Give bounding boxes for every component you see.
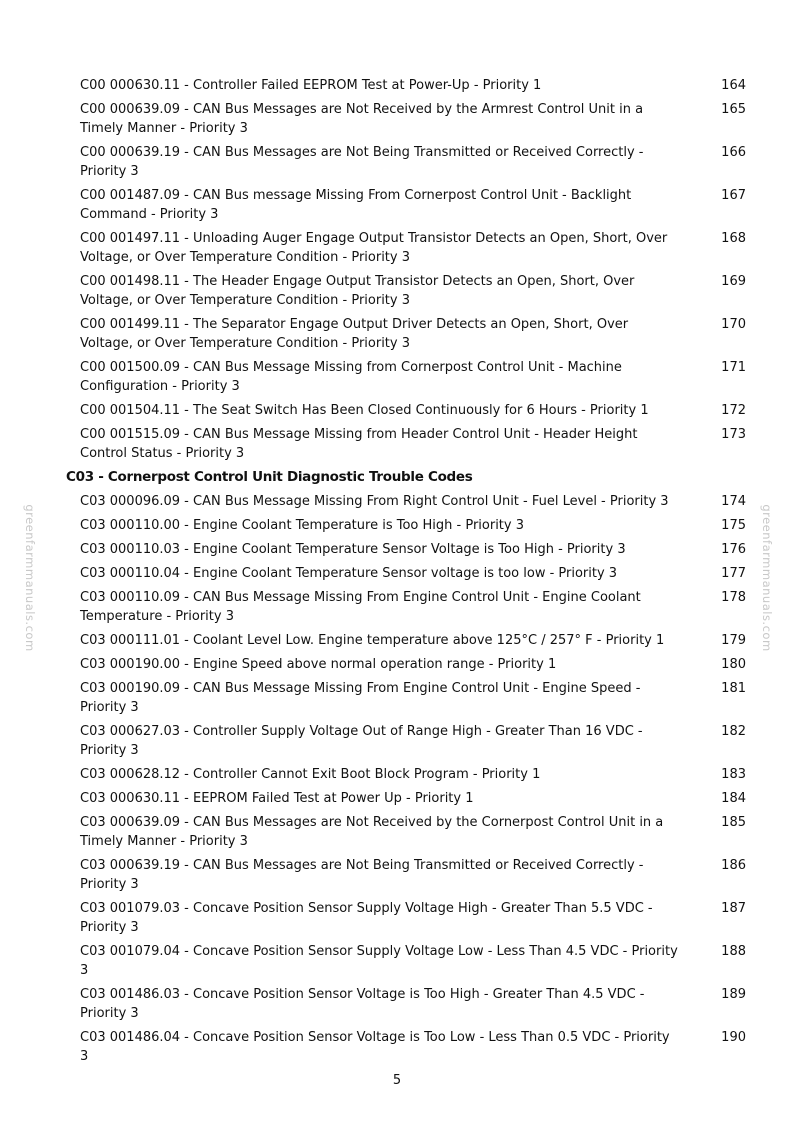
toc-entry[interactable]: [66, 679, 746, 717]
toc-entry-page: 171: [721, 360, 746, 375]
section-heading: C03 - Cornerpost Control Unit Diagnostic Trouble Codes: [66, 469, 473, 485]
toc-entry-page: 185: [721, 815, 746, 830]
toc-entry[interactable]: [66, 516, 746, 535]
toc-entry-title: C03 001079.03 - Concave Position Sensor Supply Voltage High - Greater Than 5.5 VDC - Priority 3: [80, 901, 653, 935]
toc-entry-title: C03 000190.09 - CAN Bus Message Missing From Engine Control Unit - Engine Speed - Priority 3: [80, 681, 641, 715]
toc-entry-title: C00 001504.11 - The Seat Switch Has Been Closed Continuously for 6 Hours - Priority 1: [80, 403, 649, 418]
toc-entry-page: 169: [721, 274, 746, 289]
toc-entry-page: 184: [721, 791, 746, 806]
toc-entry-title: C03 000639.09 - CAN Bus Messages are Not Received by the Cornerpost Control Unit in a Timely Manner - Priority 3: [80, 815, 664, 849]
toc-entry-title: C03 000110.03 - Engine Coolant Temperature Sensor Voltage is Too High - Priority 3: [80, 542, 626, 557]
watermark-text: greenfarmmanuals.com: [23, 504, 37, 652]
toc-entry-title: C00 000639.19 - CAN Bus Messages are Not Being Transmitted or Received Correctly - Priority 3: [80, 145, 644, 179]
toc-entry-page: 179: [721, 633, 746, 648]
toc-entries-c00: [66, 76, 746, 463]
toc-entry-page: 182: [721, 724, 746, 739]
toc-entry-page: 187: [721, 901, 746, 916]
toc-entry-title: C03 000639.19 - CAN Bus Messages are Not Being Transmitted or Received Correctly - Priority 3: [80, 858, 644, 892]
toc-entry-page: 173: [721, 427, 746, 442]
toc-entry-title: C03 000627.03 - Controller Supply Voltage Out of Range High - Greater Than 16 VDC - Priority 3: [80, 724, 643, 758]
toc-entry[interactable]: [66, 100, 746, 138]
toc-entry-page: 174: [721, 494, 746, 509]
toc-entry[interactable]: [66, 492, 746, 511]
toc-entry-title: C03 000111.01 - Coolant Level Low. Engine temperature above 125°C / 257° F - Priority 1: [80, 633, 665, 648]
toc-entry[interactable]: [66, 229, 746, 267]
toc-entry-title: C00 000630.11 - Controller Failed EEPROM Test at Power-Up - Priority 1: [80, 78, 542, 93]
toc-entry-title: C00 001487.09 - CAN Bus message Missing From Cornerpost Control Unit - Backlight Command - Priority 3: [80, 188, 632, 222]
toc-entry[interactable]: [66, 765, 746, 784]
toc-entry[interactable]: [66, 899, 746, 937]
toc-entry-page: 177: [721, 566, 746, 581]
toc-entry-title: C03 000628.12 - Controller Cannot Exit Boot Block Program - Priority 1: [80, 767, 541, 782]
toc-entry-title: C00 001497.11 - Unloading Auger Engage Output Transistor Detects an Open, Short, Over Voltage, or Over Temperature Condition - Priority 3: [80, 231, 668, 265]
toc-entry-page: 183: [721, 767, 746, 782]
toc-entry[interactable]: [66, 315, 746, 353]
toc-entry-title: C00 000639.09 - CAN Bus Messages are Not Received by the Armrest Control Unit in a Timely Manner - Priority 3: [80, 102, 644, 136]
toc-entry-title: C03 001486.03 - Concave Position Sensor Voltage is Too High - Greater Than 4.5 VDC - Priority 3: [80, 987, 645, 1021]
toc-entry-page: 178: [721, 590, 746, 605]
toc-entry-title: C03 001486.04 - Concave Position Sensor Voltage is Too Low - Less Than 0.5 VDC - Priority 3: [80, 1030, 670, 1064]
toc-entry-title: C00 001498.11 - The Header Engage Output Transistor Detects an Open, Short, Over Voltage, or Over Temperature Condition - Priority 3: [80, 274, 635, 308]
toc-entry[interactable]: [66, 564, 746, 583]
toc-entry[interactable]: [66, 1028, 746, 1066]
toc-entry-title: C03 000096.09 - CAN Bus Message Missing From Right Control Unit - Fuel Level - Priority 3: [80, 494, 669, 509]
toc-entry[interactable]: [66, 856, 746, 894]
toc-entry[interactable]: [66, 401, 746, 420]
page-number: 5: [392, 1073, 402, 1088]
toc-entry-title: C03 000190.00 - Engine Speed above normal operation range - Priority 1: [80, 657, 557, 672]
toc-entry[interactable]: [66, 722, 746, 760]
toc-entry[interactable]: [66, 76, 746, 95]
toc-entry-page: 175: [721, 518, 746, 533]
toc-entry-page: 166: [721, 145, 746, 160]
watermark-text: greenfarmmanuals.com: [760, 504, 774, 652]
toc-entry-page: 186: [721, 858, 746, 873]
toc-entry-page: 188: [721, 944, 746, 959]
toc-entry[interactable]: [66, 655, 746, 674]
toc-entry[interactable]: [66, 813, 746, 851]
toc-entry-page: 190: [721, 1030, 746, 1045]
toc-entry-page: 189: [721, 987, 746, 1002]
toc-entries-c03: [66, 492, 746, 1066]
toc-entry-title: C00 001499.11 - The Separator Engage Output Driver Detects an Open, Short, Over Voltage, or Over Temperature Condition - Priority 3: [80, 317, 629, 351]
toc-entry[interactable]: [66, 358, 746, 396]
toc-entry[interactable]: [66, 540, 746, 559]
toc-entry-page: 181: [721, 681, 746, 696]
toc-entry-title: C00 001515.09 - CAN Bus Message Missing from Header Control Unit - Header Height Control Status - Priority 3: [80, 427, 638, 461]
toc-entry-title: C03 000110.00 - Engine Coolant Temperature is Too High - Priority 3: [80, 518, 524, 533]
toc-entry[interactable]: [66, 425, 746, 463]
toc-entry[interactable]: [66, 186, 746, 224]
toc-entry-page: 164: [721, 78, 746, 93]
toc-entry-page: 165: [721, 102, 746, 117]
toc-entry[interactable]: [66, 985, 746, 1023]
table-of-contents: [66, 76, 746, 1071]
toc-entry-page: 176: [721, 542, 746, 557]
toc-entry-page: 168: [721, 231, 746, 246]
toc-entry-page: 170: [721, 317, 746, 332]
toc-entry-page: 180: [721, 657, 746, 672]
toc-entry[interactable]: [66, 942, 746, 980]
toc-entry[interactable]: [66, 631, 746, 650]
toc-entry[interactable]: [66, 789, 746, 808]
toc-entry-title: C00 001500.09 - CAN Bus Message Missing from Cornerpost Control Unit - Machine Configuration - Priority 3: [80, 360, 622, 394]
toc-entry-title: C03 000630.11 - EEPROM Failed Test at Power Up - Priority 1: [80, 791, 474, 806]
toc-entry-title: C03 001079.04 - Concave Position Sensor Supply Voltage Low - Less Than 4.5 VDC - Priority 3: [80, 944, 678, 978]
toc-entry-title: C03 000110.04 - Engine Coolant Temperature Sensor voltage is too low - Priority 3: [80, 566, 618, 581]
toc-entry[interactable]: [66, 272, 746, 310]
toc-entry-page: 172: [721, 403, 746, 418]
toc-entry-title: C03 000110.09 - CAN Bus Message Missing From Engine Control Unit - Engine Coolant Temperature - Priority 3: [80, 590, 641, 624]
toc-entry[interactable]: [66, 143, 746, 181]
toc-entry[interactable]: [66, 588, 746, 626]
toc-entry-page: 167: [721, 188, 746, 203]
